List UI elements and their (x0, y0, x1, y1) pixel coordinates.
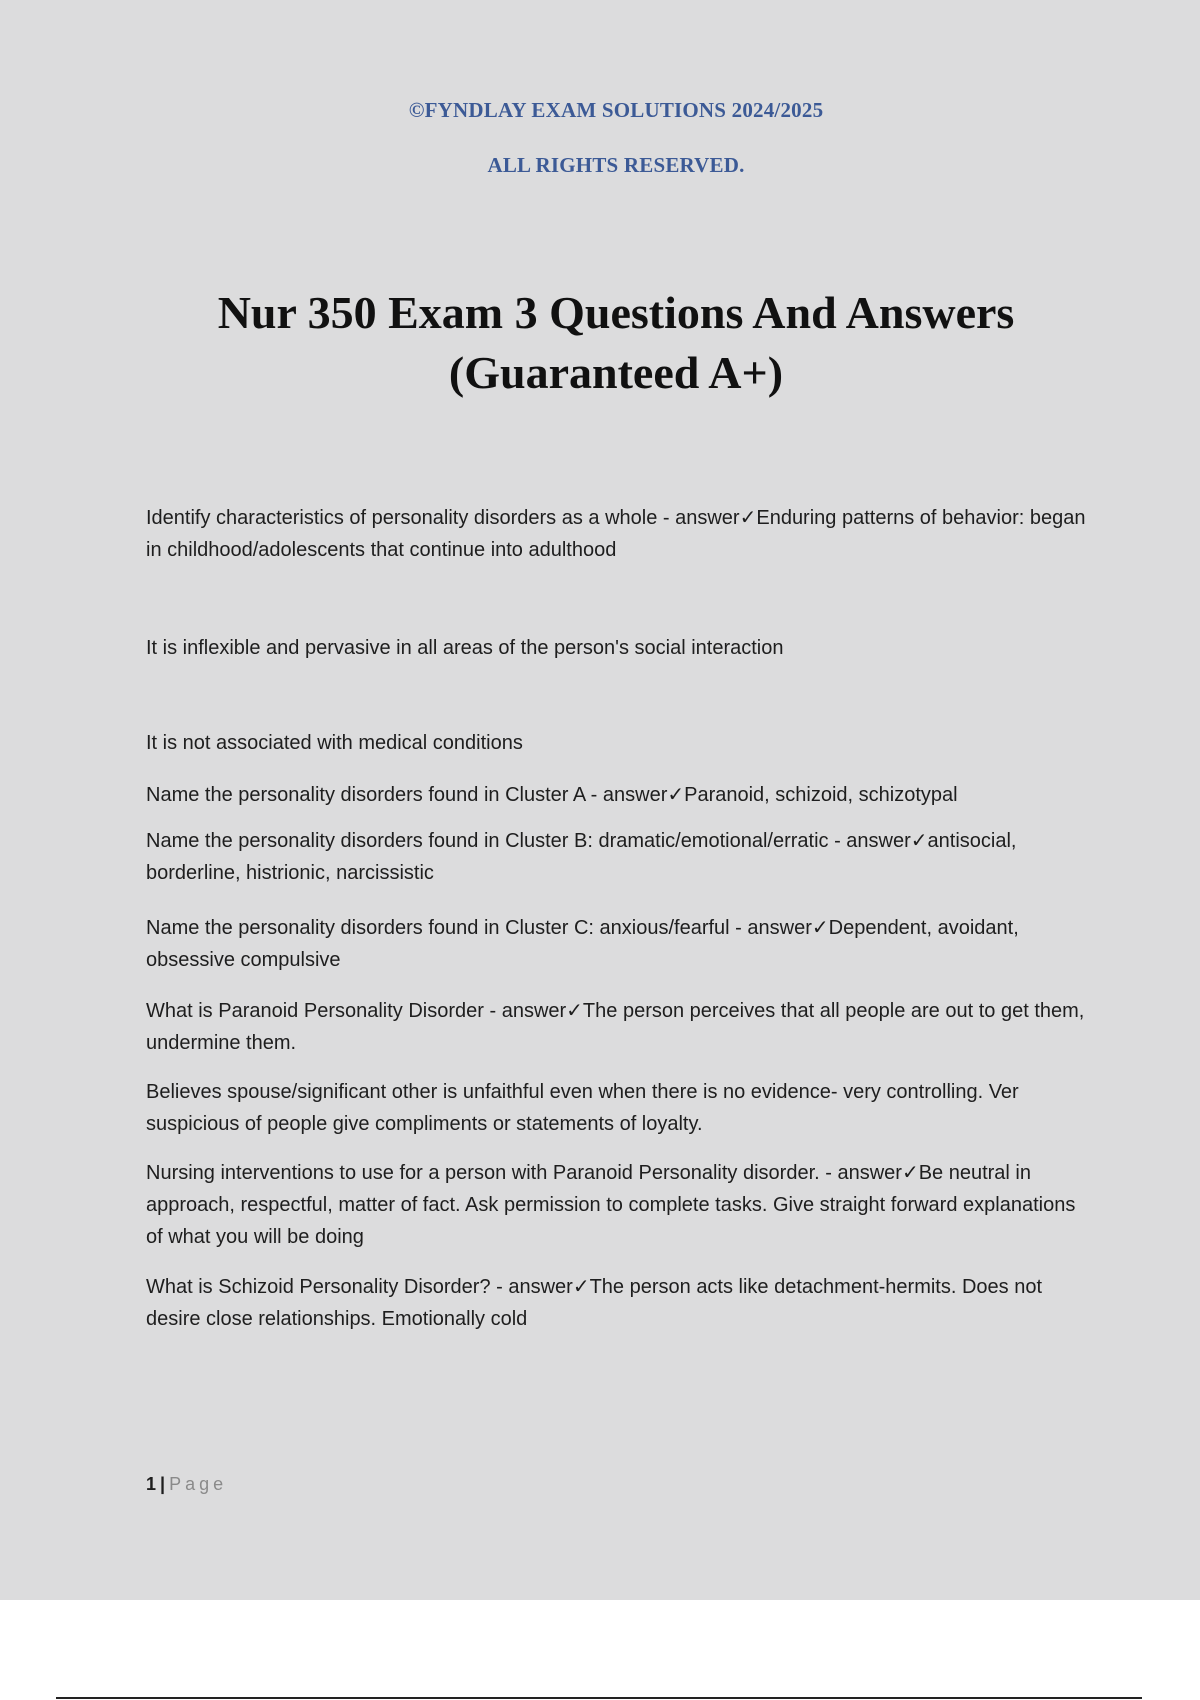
document-title (0, 283, 1200, 403)
paragraph: It is not associated with medical conditions (146, 732, 523, 754)
paragraph: What is Paranoid Personality Disorder - answer✓The person perceives that all people are out to get them, undermine them. (146, 1000, 1085, 1054)
copyright-header: ©FYNDLAY EXAM SOLUTIONS 2024/2025 (408, 98, 824, 122)
page-number: 1 (146, 1474, 157, 1494)
paragraph: Name the personality disorders found in Cluster A - answer✓Paranoid, schizoid, schizotypal (146, 784, 958, 806)
paragraph: It is inflexible and pervasive in all areas of the person's social interaction (146, 637, 784, 659)
paragraph: Identify characteristics of personality disorders as a whole - answer✓Enduring patterns of behavior: began in childhood/adolescents that continue into adulthood (146, 507, 1086, 561)
paragraph: Name the personality disorders found in Cluster B: dramatic/emotional/erratic - answer✓antisocial, borderline, histrionic, narcissistic (146, 830, 1017, 884)
paragraph: What is Schizoid Personality Disorder? - answer✓The person acts like detachment-hermits. Does not desire close relationships. Emotionally cold (146, 1276, 1043, 1330)
rights-reserved-header: ALL RIGHTS RESERVED. (487, 153, 745, 177)
page-label: Page (169, 1474, 228, 1494)
paragraph: Name the personality disorders found in Cluster C: anxious/fearful - answer✓Dependent, avoidant, obsessive compulsive (146, 917, 1019, 971)
title-line-1: Nur 350 Exam 3 Questions And Answers (217, 287, 1015, 338)
bottom-divider (56, 1697, 1142, 1699)
paragraph: Nursing interventions to use for a person with Paranoid Personality disorder. - answer✓Be neutral in approach, respectful, matter of fact. Ask permission to complete tasks. Give straight forward explanations of what you will be doing (146, 1162, 1076, 1248)
title-line-2: (Guaranteed A+) (448, 347, 784, 398)
footer-separator: | (160, 1474, 166, 1494)
paragraph: Believes spouse/significant other is unfaithful even when there is no evidence- very controlling. Ver suspicious of people give compliments or statements of loyalty. (146, 1081, 1019, 1135)
page-footer (146, 1474, 227, 1495)
